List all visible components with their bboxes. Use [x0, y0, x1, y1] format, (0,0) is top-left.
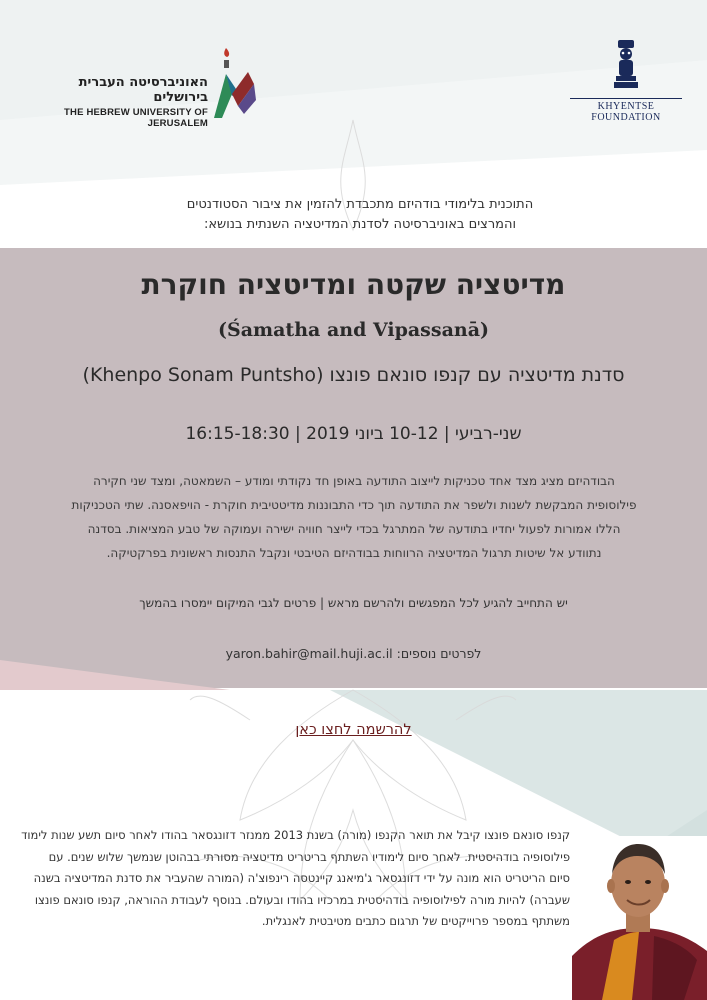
hebrew-university-logo-icon [208, 44, 260, 122]
description-line-4: נתוודע אל שיטות תרגול המדיטציה הרווחות בבודהיזם הטיבטי ונקבל התנסות ראשונית בפרקטיקה. [106, 546, 602, 560]
teacher-bio [10, 825, 570, 933]
description-line-2: פילוסופית המבקשת לשנות ולשפר את התודעה תוך כדי התבוננות מדיטטיבית חוקרת - הויפאסנה. שתי הטכניקות [71, 498, 637, 512]
attendance-notice: יש התחייב להגיע לכל המפגשים ולהרשם מראש | פרטים לגבי המיקום יימסרו בהמשך [139, 596, 568, 610]
description-line-1: הבודהיזם מציג מצד אחד טכניקות לייצוב התודעה באופן חד נקודתי ומודע – השמאטה, ומצד שני חקירה [93, 474, 615, 488]
event-title-english: (Śamatha and Vipassanā) [217, 319, 490, 341]
event-title-hebrew: מדיטציה שקטה ומדיטציה חוקרת [141, 268, 566, 301]
event-subtitle: סדנת מדיטציה עם קנפו סונאם פונצו (Khenpo Sonam Puntsho) [82, 364, 625, 386]
bio-line-1: קנפו סונאם פונצו קיבל את תואר הקנפו (מורה) בשנת 2013 ממנזר דזונגסאר בהודו לאחר סיום תשע שנות לימוד [21, 828, 570, 842]
foundation-divider [570, 98, 682, 99]
bio-line-2: פילוסופיה בודהיסטית. לאחר סיום לימודיו השתתף בריטריט מדיטציה מסורתי בבהוטן שנמשך שלוש שנים. עם [48, 849, 570, 864]
contact-info [40, 646, 667, 661]
teacher-photo [572, 836, 707, 1000]
invitation-line-1: התוכנית בלימודי בודהיזם מתכבדת להזמין את ציבור הסטודנטים [186, 197, 534, 212]
invitation-text [60, 195, 660, 235]
bio-line-3: סיום הריטריט הוא מונה על ידי דזונגסאר ג'מיאנג קיינטסה רינפוצ'ה (המורה שהעביר את סדנת המדיטציה בשנה [33, 871, 570, 885]
description-line-3: הללו אמורות לפעול יחדיו בתודעה של המתרגל בכדי לייצר חוויה ישירה ועמוקה של טבע המציאות. בסדנה [87, 522, 621, 536]
invitation-line-2: והמרצים באוניברסיטה לסדנת המדיטציה השנתית בנושא: [203, 217, 517, 232]
university-name-hebrew: האוניברסיטה העברית בירושלים [78, 75, 208, 105]
contact-email[interactable]: yaron.bahir@mail.huji.ac.il [225, 646, 393, 661]
university-name [28, 75, 208, 129]
bio-line-5: משתתף במספר פרוייקטים של תרגום כתבים מטיבטית לאנגלית. [261, 914, 570, 928]
university-name-english: THE HEBREW UNIVERSITY OF JERUSALEM [64, 107, 208, 129]
khyentse-foundation-logo-icon [612, 38, 640, 90]
bio-line-4: שעברה) להיות מורה לפילוסופיה בודהיסטית במרכזיו בהודו ובעולם. בנוסף לעבודת ההוראה, קנפו סונאם פונצו [34, 892, 570, 907]
contact-label: לפרטים נוספים: [396, 646, 482, 661]
registration-link[interactable]: להרשמה לחצו כאן [295, 722, 412, 738]
event-dates: שני-רביעי | 10-12 ביוני 2019 | 16:15-18:30 [185, 424, 522, 444]
event-description [52, 469, 656, 565]
foundation-name: KHYENTSE FOUNDATION [591, 101, 661, 123]
